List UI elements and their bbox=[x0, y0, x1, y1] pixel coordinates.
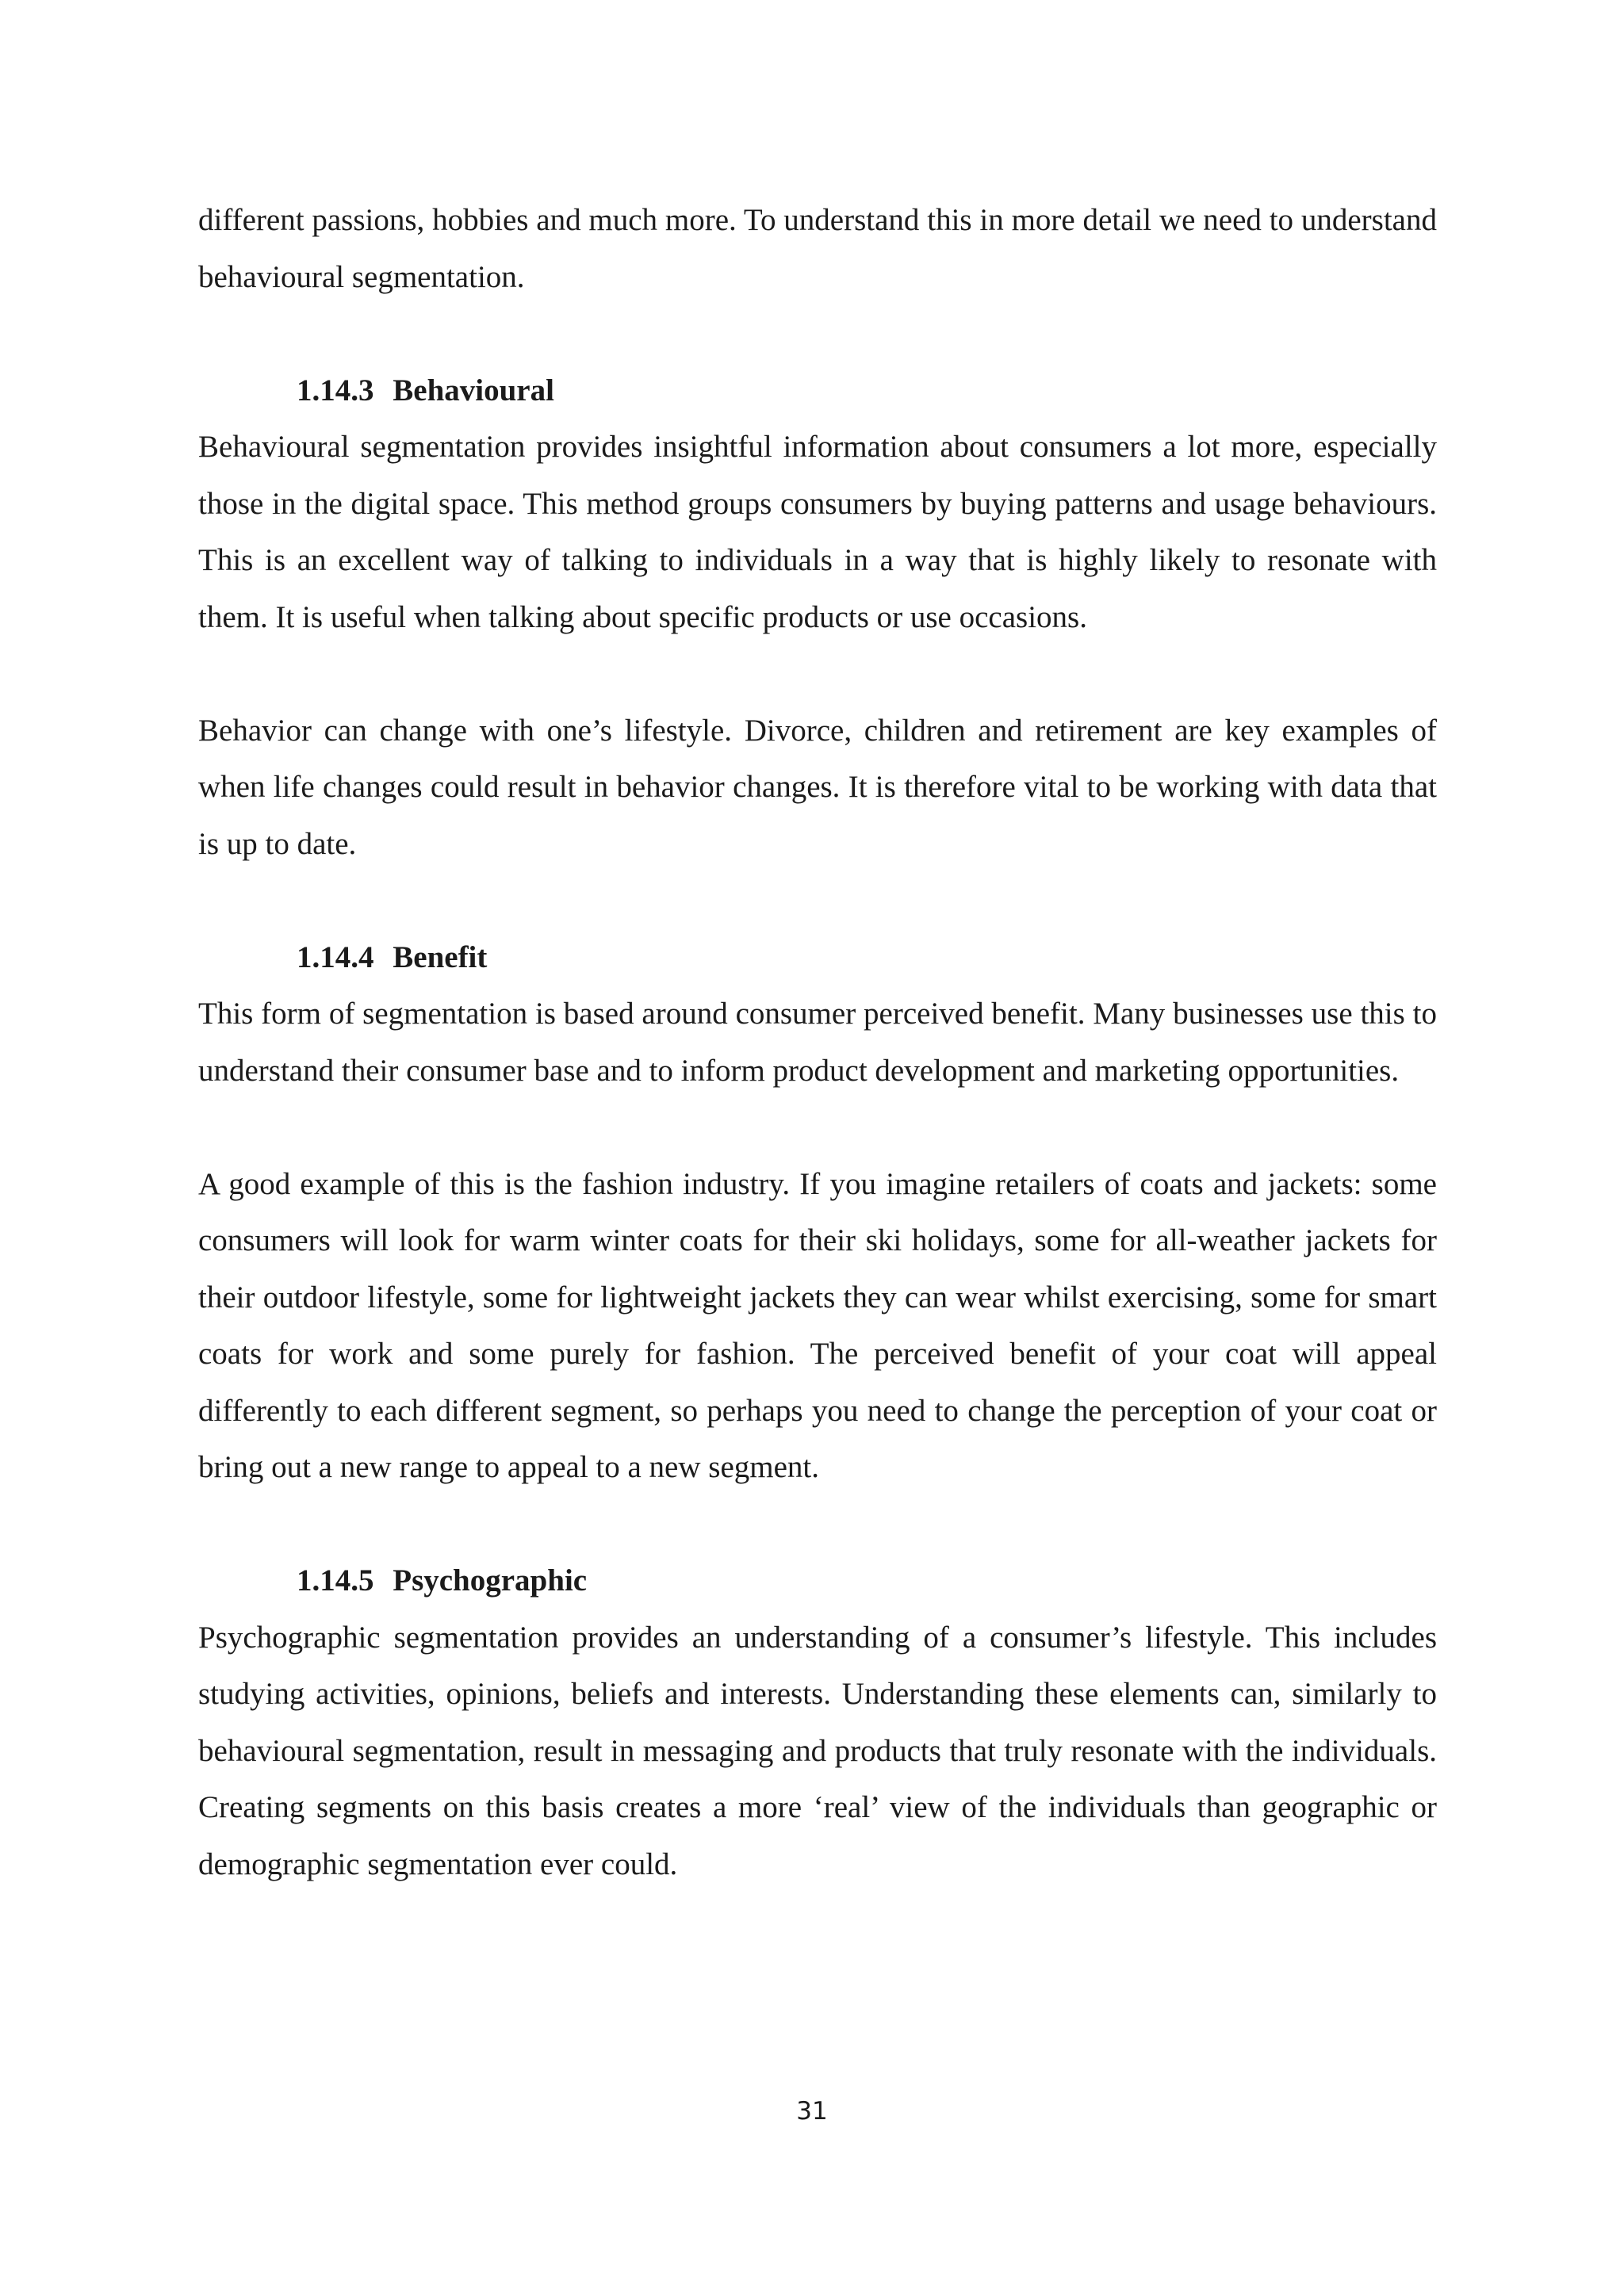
section-title: Benefit bbox=[393, 939, 488, 974]
section-heading-behavioural bbox=[198, 362, 1437, 419]
benefit-paragraph-1: This form of segmentation is based around consumer perceived benefit. Many businesses use this to understand their consumer base and to inform product development and marketing opportunities. bbox=[198, 997, 1437, 1088]
section-title: Behavioural bbox=[393, 373, 554, 408]
page-number: 31 bbox=[796, 2097, 828, 2126]
behavioural-paragraph-2: Behavior can change with one’s lifestyle. Divorce, children and retirement are key examples of when life changes could result in behavior changes. It is therefore vital to be working with data that is up to date. bbox=[198, 713, 1437, 861]
paragraph-gap bbox=[198, 1099, 1437, 1156]
section-title: Psychographic bbox=[393, 1563, 588, 1598]
section-number: 1.14.3 bbox=[297, 373, 374, 408]
section-number: 1.14.5 bbox=[297, 1563, 374, 1598]
benefit-paragraph-2: A good example of this is the fashion industry. If you imagine retailers of coats and jackets: some consumers will look for warm winter coats for their ski holidays, some for all-weather jackets for their outdoor lifestyle, some for lightweight jackets they can wear whilst exercising, some for smart coats for work and some purely for fashion. The perceived benefit of your coat will appeal differently to each different segment, so perhaps you need to change the perception of your coat or bring out a new range to appeal to a new segment. bbox=[198, 1166, 1437, 1484]
section-number: 1.14.4 bbox=[297, 939, 374, 974]
paragraph-gap bbox=[198, 1496, 1437, 1553]
section-heading-psychographic bbox=[198, 1552, 1437, 1609]
behavioural-paragraph-1: Behavioural segmentation provides insightful information about consumers a lot more, especially those in the digital space. This method groups consumers by buying patterns and usage behaviours. This is an excellent way of talking to individuals in a way that is highly likely to resonate with them. It is useful when talking about specific products or use occasions. bbox=[198, 430, 1437, 634]
psychographic-paragraph-1: Psychographic segmentation provides an understanding of a consumer’s lifestyle. This includes studying activities, opinions, beliefs and interests. Understanding these elements can, similarly to behavioural segmentation, result in messaging and products that truly resonate with the individuals. Creating segments on this basis creates a more ‘real’ view of the individuals than geographic or demographic segmentation ever could. bbox=[198, 1620, 1437, 1881]
page-body bbox=[198, 192, 1437, 1892]
section-heading-benefit bbox=[198, 929, 1437, 986]
paragraph-gap bbox=[198, 645, 1437, 702]
paragraph-gap bbox=[198, 305, 1437, 362]
paragraph-gap bbox=[198, 872, 1437, 929]
intro-paragraph: different passions, hobbies and much more. To understand this in more detail we need to understand behavioural segmentation. bbox=[198, 203, 1437, 294]
